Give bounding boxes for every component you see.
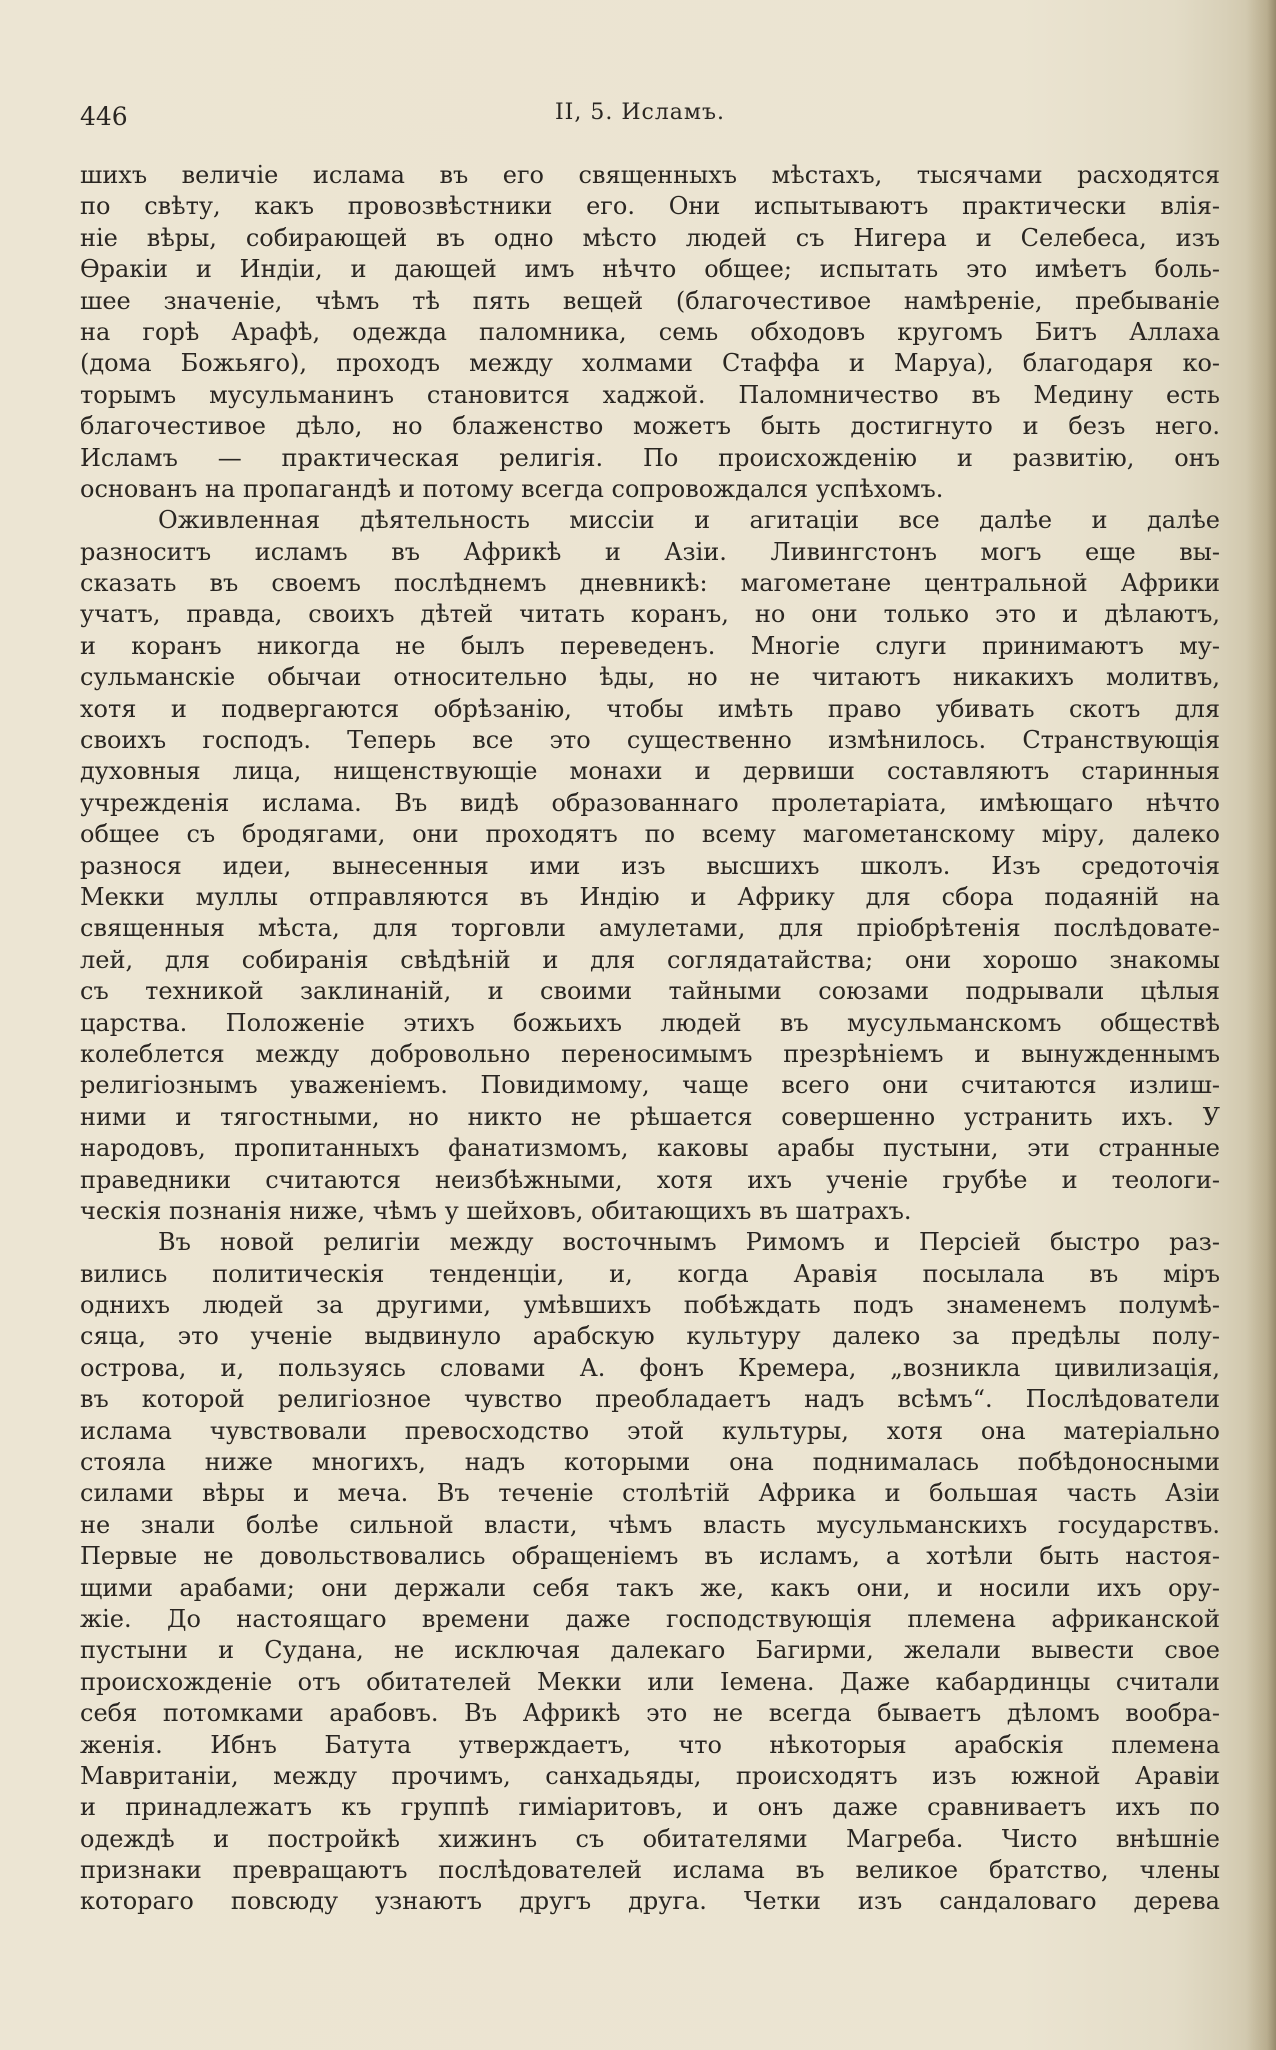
text-line: въ которой религіозное чувство преобладаетъ надъ всѣмъ“. Послѣдователи [80,1385,1220,1414]
text-line: царства. Положеніе этихъ божьихъ людей въ мусульманскомъ обществѣ [80,1008,1220,1037]
page-edge-shadow [1246,0,1276,2050]
text-line: не знали болѣе сильной власти, чѣмъ власть мусульманскихъ государствъ. [80,1510,1220,1539]
text-line: своихъ господъ. Теперь все это существенно измѣнилось. Странствующія [80,726,1220,755]
text-line: учатъ, правда, своихъ дѣтей читать коранъ, но они только это и дѣлаютъ, [80,600,1220,629]
text-line: жіе. До настоящаго времени даже господствующія племена африканской [80,1604,1220,1633]
text-line: вились политическія тенденціи, и, когда Аравія посылала въ міръ [80,1259,1220,1288]
text-line: одеждѣ и постройкѣ хижинъ съ обитателями Магреба. Чисто внѣшніе [80,1824,1220,1853]
body-text [80,160,1220,1918]
text-line: женія. Ибнъ Батута утверждаетъ, что нѣкоторыя арабскія племена [80,1730,1220,1759]
text-line: Исламъ — практическая религія. По происхожденію и развитію, онъ [80,443,1220,472]
text-line: религіознымъ уваженіемъ. Повидимому, чаще всего они считаются излиш- [80,1071,1220,1100]
text-line: колеблется между добровольно переносимымъ презрѣніемъ и вынужденнымъ [80,1039,1220,1068]
text-line: общее съ бродягами, они проходятъ по всему магометанскому міру, далеко [80,820,1220,849]
text-line: ислама чувствовали превосходство этой культуры, хотя она матеріально [80,1416,1220,1445]
text-line: и коранъ никогда не былъ переведенъ. Многіе слуги принимаютъ му- [80,631,1220,660]
page-number: 446 [80,102,128,131]
text-line: по свѣту, какъ провозвѣстники его. Они испытываютъ практически влія- [80,192,1220,221]
text-line: шее значеніе, чѣмъ тѣ пять вещей (благочестивое намѣреніе, пребываніе [80,286,1220,315]
text-line: однихъ людей за другими, умѣвшихъ побѣждать подъ знаменемъ полумѣ- [80,1291,1220,1320]
text-line: разноситъ исламъ въ Африкѣ и Азіи. Ливингстонъ могъ еще вы- [80,537,1220,566]
text-line: пустыни и Судана, не исключая далекаго Багирми, желали вывести свое [80,1636,1220,1665]
text-line: Ѳракіи и Индіи, и дающей имъ нѣчто общее; испытать это имѣетъ боль- [80,255,1220,284]
text-line: ними и тягостными, но никто не рѣшается совершенно устранить ихъ. У [80,1102,1220,1131]
text-line: щими арабами; они держали себя такъ же, какъ они, и носили ихъ ору- [80,1573,1220,1602]
running-title: II, 5. Исламъ. [554,100,726,125]
text-line: основанъ на пропагандѣ и потому всегда сопровождался успѣхомъ. [80,474,944,503]
text-line: Въ новой религіи между восточнымъ Римомъ и Персіей быстро раз- [158,1228,1220,1257]
text-line: Первые не довольствовались обращеніемъ въ исламъ, а хотѣли быть настоя- [80,1542,1220,1571]
text-line: разнося идеи, вынесенныя ими изъ высшихъ школъ. Изъ средоточія [80,851,1220,880]
text-line: сказать въ своемъ послѣднемъ дневникѣ: магометане центральной Африки [80,569,1220,598]
text-line: на горѣ Арафѣ, одежда паломника, семь обходовъ кругомъ Битъ Аллаха [80,317,1220,346]
text-line: народовъ, пропитанныхъ фанатизмомъ, каковы арабы пустыни, эти странные [80,1134,1220,1163]
text-line: лей, для собиранія свѣдѣній и для соглядатайства; они хорошо знакомы [80,945,1220,974]
text-line: сяца, это ученіе выдвинуло арабскую культуру далеко за предѣлы полу- [80,1322,1220,1351]
text-line: стояла ниже многихъ, надъ которыми она поднималась побѣдоносными [80,1448,1220,1477]
text-line: признаки превращаютъ послѣдователей ислама въ великое братство, члены [80,1856,1220,1885]
text-line: Мекки муллы отправляются въ Индію и Африку для сбора подаяній на [80,882,1220,911]
text-line: котораго повсюду узнаютъ другъ друга. Четки изъ сандаловаго дерева [80,1887,1220,1916]
text-line: (дома Божьяго), проходъ между холмами Стаффа и Маруа), благодаря ко- [80,349,1220,378]
text-line: учрежденія ислама. Въ видѣ образованнаго пролетаріата, имѣющаго нѣчто [80,788,1220,817]
text-line: духовныя лица, нищенствующіе монахи и дервиши составляютъ старинныя [80,757,1220,786]
text-line: праведники считаются неизбѣжными, хотя ихъ ученіе грубѣе и теологи- [80,1165,1220,1194]
text-line: ческія познанія ниже, чѣмъ у шейховъ, обитающихъ въ шатрахъ. [80,1196,912,1225]
text-line: благочестивое дѣло, но блаженство можетъ быть достигнуто и безъ него. [80,412,1220,441]
text-line: сульманскіе обычаи относительно ѣды, но не читаютъ никакихъ молитвъ, [80,663,1220,692]
text-line: хотя и подвергаются обрѣзанію, чтобы имѣть право убивать скотъ для [80,694,1220,723]
text-line: священныя мѣста, для торговли амулетами, для пріобрѣтенія послѣдовате- [80,914,1220,943]
text-line: ніе вѣры, собирающей въ одно мѣсто людей съ Нигера и Селебеса, изъ [80,223,1220,252]
text-line: острова, и, пользуясь словами А. фонъ Кремера, „возникла цивилизація, [80,1353,1220,1382]
text-line: Мавританіи, между прочимъ, санхадьяды, происходятъ изъ южной Аравіи [80,1761,1220,1790]
text-line: силами вѣры и меча. Въ теченіе столѣтій Африка и большая часть Азіи [80,1479,1220,1508]
text-line: шихъ величіе ислама въ его священныхъ мѣстахъ, тысячами расходятся [80,161,1220,189]
text-line: торымъ мусульманинъ становится хаджой. Паломничество въ Медину есть [80,380,1220,409]
text-line: происхожденіе отъ обитателей Мекки или Іемена. Даже кабардинцы считали [80,1667,1220,1696]
text-line: и принадлежатъ къ группѣ гиміаритовъ, и онъ даже сравниваетъ ихъ по [80,1793,1220,1822]
page-header [80,98,1200,134]
text-line: себя потомками арабовъ. Въ Африкѣ это не всегда бываетъ дѣломъ вообра- [80,1699,1220,1728]
text-line: Оживленная дѣятельность миссіи и агитаціи все далѣе и далѣе [158,506,1220,535]
text-line: съ техникой заклинаній, и своими тайными союзами подрывали цѣлыя [80,977,1220,1006]
